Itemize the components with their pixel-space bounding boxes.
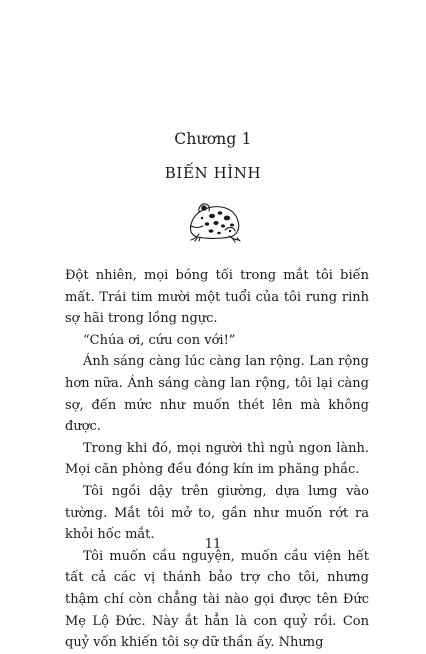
paragraph: Tôi ngồi dậy trên giường, dựa lưng vào tường. Mắt tôi mở to, gần như muốn rớt ra khỏi hốc mắt. xyxy=(65,483,369,543)
chapter-label: Chương 1 xyxy=(174,130,252,148)
paragraph: “Chúa ơi, cứu con với!” xyxy=(83,332,236,348)
chapter-body xyxy=(65,265,369,654)
paragraph: Đột nhiên, mọi bóng tối trong mắt tôi biến mất. Trái tim mười một tuổi của tôi rung rinh sợ hãi trong lồng ngực. xyxy=(65,268,369,327)
paragraph: Trong khi đó, mọi người thì ngủ ngon lành. Mọi căn phòng đều đóng kín im phăng phắc. xyxy=(65,440,369,478)
paragraph: Tôi muốn cầu nguyện, muốn cầu viện hết tất cả các vị thánh bảo trợ cho tôi, nhưng thậm chí còn chẳng tài nào gọi được tên Đức Mẹ Lộ Đức. Này ắt hẳn là con quỷ rồi. Con quỷ vốn khiến tôi sợ dữ thần ấy. Nhưng xyxy=(65,548,369,651)
toad-illustration-icon xyxy=(185,196,243,242)
chapter-title: BIẾN HÌNH xyxy=(164,164,262,182)
paragraph: Ánh sáng càng lúc càng lan rộng. Lan rộng hơn nữa. Ánh sáng càng lan rộng, tôi lại càng sợ, đến mức như muốn thét lên mà không được. xyxy=(65,354,369,435)
page-number: 11 xyxy=(204,537,222,552)
